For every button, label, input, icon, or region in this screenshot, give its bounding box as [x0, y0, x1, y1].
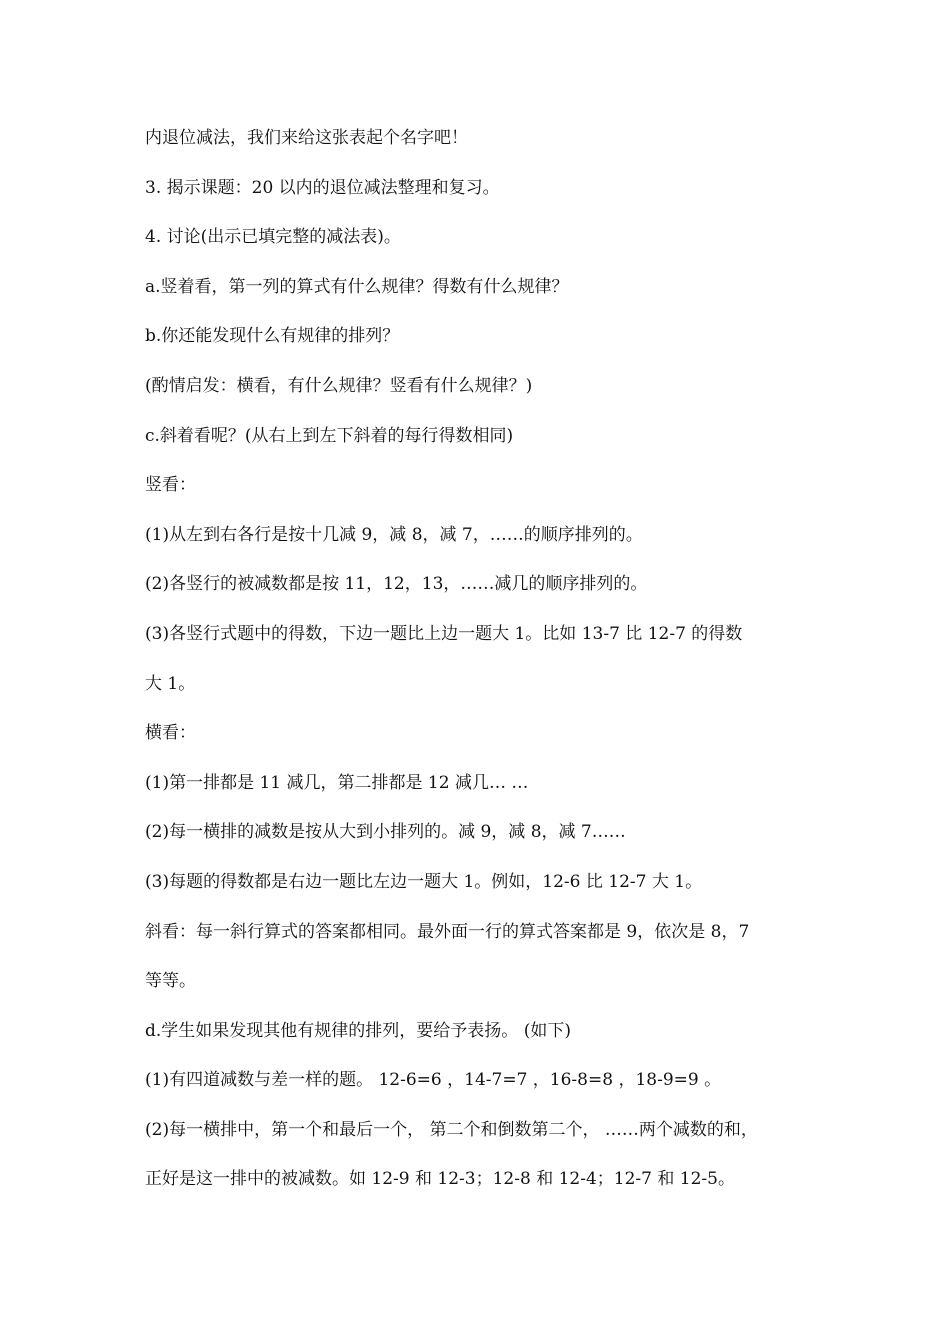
- text-line: (酌情启发：横看，有什么规律？竖看有什么规律？): [145, 375, 533, 396]
- document-body: [145, 118, 825, 1209]
- text-line: c.斜着看呢？(从右上到左下斜着的每行得数相同): [145, 425, 514, 446]
- text-line: (1)有四道减数与差一样的题。 12-6=6 ，14-7=7 ，16-8=8 ，18-9=9 。: [145, 1070, 722, 1091]
- text-line: (2)各竖行的被减数都是按 11，12，13，……减几的顺序排列的。: [145, 574, 648, 595]
- text-line: (1)从左到右各行是按十几减 9，减 8，减 7，……的顺序排列的。: [145, 524, 643, 545]
- text-line: 正好是这一排中的被减数。如 12-9 和 12-3；12-8 和 12-4；12-7 和 12-5。: [145, 1169, 735, 1190]
- text-line: 横看：: [145, 723, 196, 744]
- text-line: 竖看：: [145, 475, 196, 496]
- text-line: d.学生如果发现其他有规律的排列，要给予表扬。 (如下): [145, 1020, 571, 1041]
- text-line: 大 1。: [145, 673, 196, 694]
- text-line: (3)各竖行式题中的得数，下边一题比上边一题大 1。比如 13-7 比 12-7 的得数: [145, 623, 743, 644]
- text-line: 斜看：每一斜行算式的答案都相同。最外面一行的算式答案都是 9，依次是 8，7: [145, 921, 750, 942]
- text-line: 4. 讨论(出示已填完整的减法表)。: [145, 227, 401, 248]
- text-line: (2)每一横排中，第一个和最后一个， 第二个和倒数第二个， ……两个减数的和，: [145, 1119, 758, 1140]
- text-line: (3)每题的得数都是右边一题比左边一题大 1。例如，12-6 比 12-7 大 1。: [145, 871, 703, 892]
- text-line: 内退位减法，我们来给这张表起个名字吧！: [145, 128, 468, 148]
- text-line: (1)第一排都是 11 减几，第二排都是 12 减几… …: [145, 772, 529, 793]
- text-line: 3. 揭示课题：20 以内的退位减法整理和复习。: [145, 177, 500, 198]
- text-line: a.竖着看，第一列的算式有什么规律？得数有什么规律？: [145, 276, 569, 297]
- text-line: 等等。: [145, 971, 196, 992]
- text-line: b.你还能发现什么有规律的排列？: [145, 326, 400, 347]
- text-line: (2)每一横排的减数是按从大到小排列的。减 9，减 8，减 7……: [145, 822, 626, 843]
